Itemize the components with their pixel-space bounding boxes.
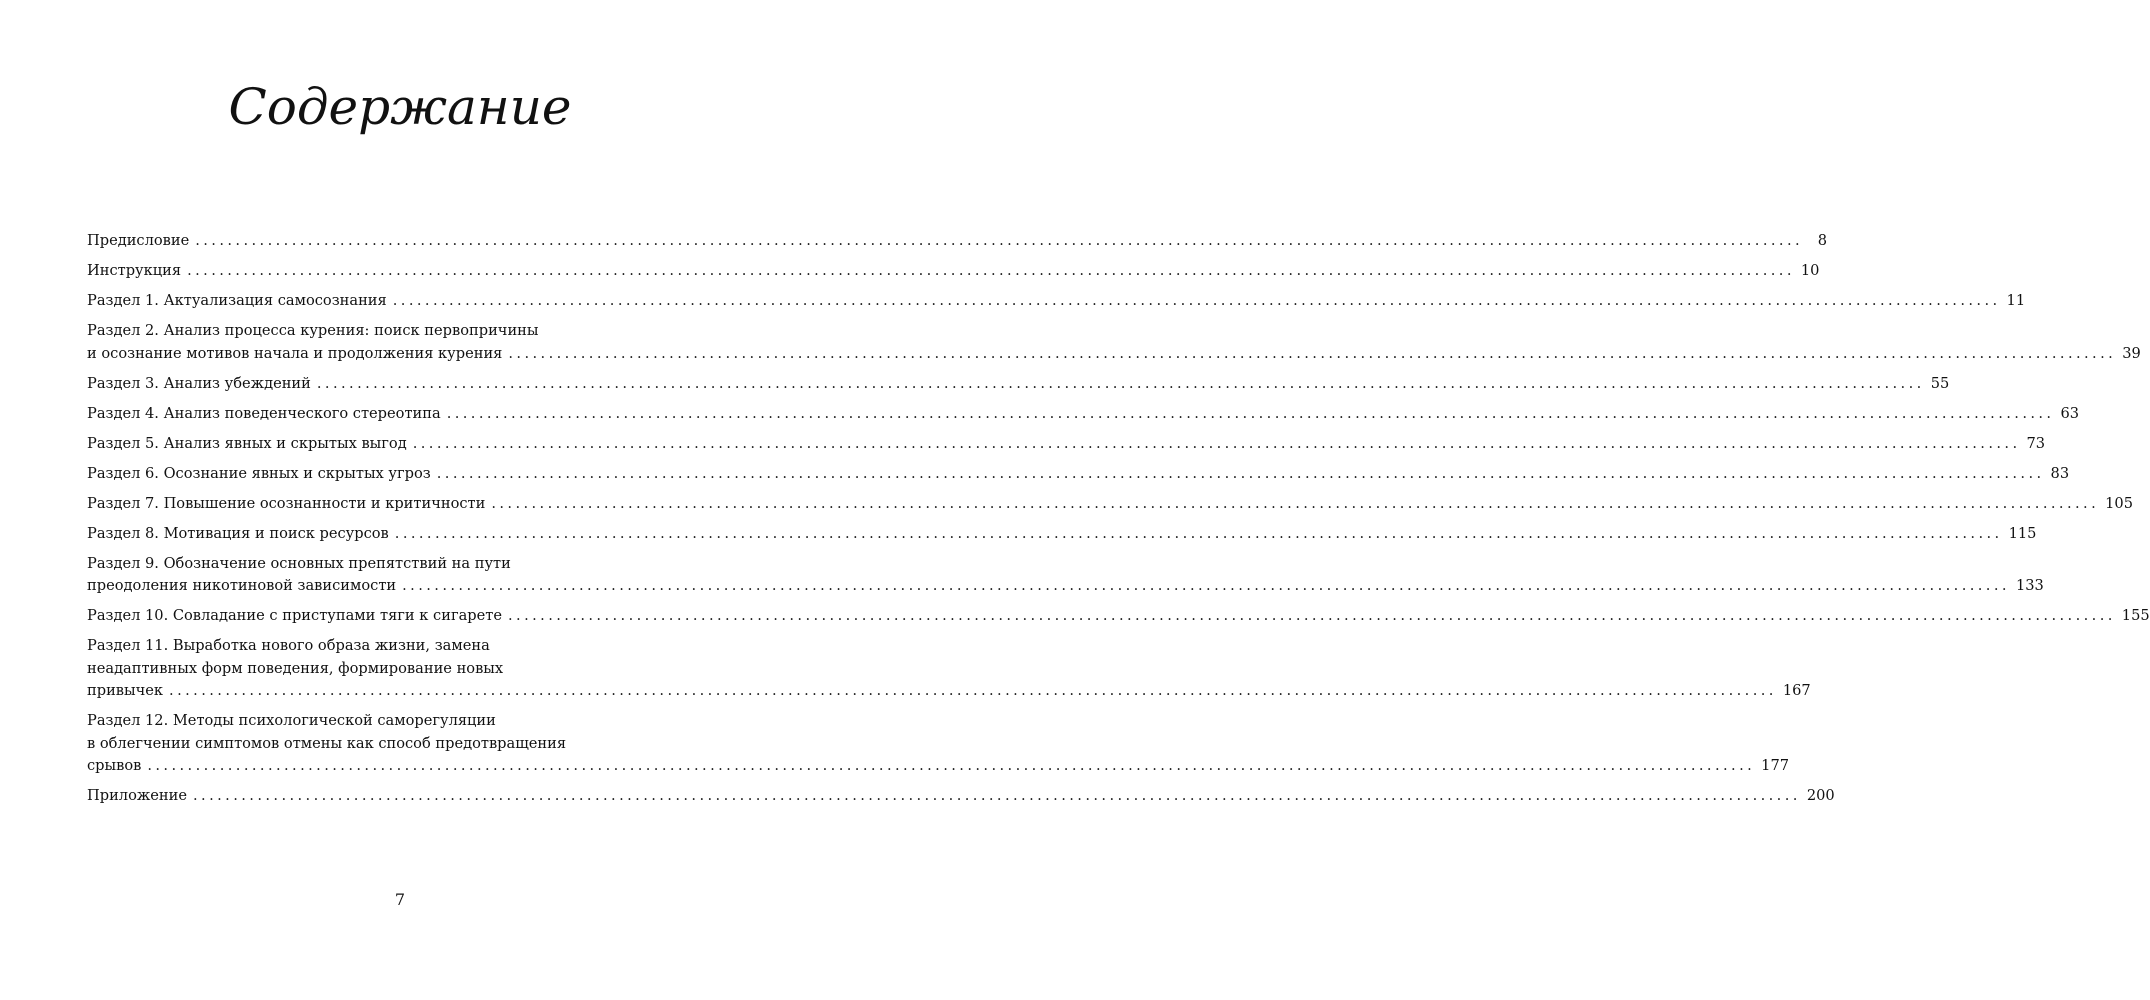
leader-dots: ........................................................................................................................................................................................................ xyxy=(402,577,2010,594)
toc-entry-instruction xyxy=(87,260,1820,283)
toc-entry-section-6 xyxy=(87,463,2070,486)
toc-entry-title: Предисловие xyxy=(87,232,190,249)
toc-entry-page: 177 xyxy=(1761,757,1790,774)
toc-entry-title: Раздел 7. Повышение осознанности и критичности xyxy=(87,494,486,512)
leader-dots: ........................................................................................................................................................................................................ xyxy=(412,434,2021,452)
leader-dots: ........................................................................................................................................................................................................ xyxy=(316,374,1925,392)
toc-entry-page: 8 xyxy=(1817,232,1828,249)
toc-entry-page: 115 xyxy=(2008,524,2037,542)
leader-dots: ........................................................................................................................................................................................................ xyxy=(491,494,2100,512)
toc-entry-page: 10 xyxy=(1800,262,1820,279)
toc-entry-title: Раздел 5. Анализ явных и скрытых выгод xyxy=(87,434,407,452)
toc-entry-section-11 xyxy=(87,635,1811,703)
toc-entry-title: Раздел 6. Осознание явных и скрытых угроз xyxy=(87,464,431,482)
toc-entry-title: Инструкция xyxy=(87,262,182,279)
toc-entry-page: 39 xyxy=(2122,344,2141,362)
toc-entry-section-2 xyxy=(87,320,2141,365)
toc-entry-section-10 xyxy=(87,605,2150,628)
toc-entry-title: преодоления никотиновой зависимости xyxy=(87,577,397,594)
leader-dots: ........................................................................................................................................................................................................ xyxy=(508,607,2116,624)
toc-entry-title-line: в облегчении симптомов отмены как способ предотвращения xyxy=(87,734,567,752)
toc-entry-section-7 xyxy=(87,493,2133,516)
toc-entry-section-9 xyxy=(87,553,2044,598)
toc-entry-section-4 xyxy=(87,403,2080,426)
toc-entry-title: Раздел 10. Совладание с приступами тяги к сигарете xyxy=(87,607,502,624)
toc-entry-title: Раздел 1. Актуализация самосознания xyxy=(87,292,387,309)
leader-dots: ........................................................................................................................................................................................................ xyxy=(446,404,2055,422)
toc-entry-page: 167 xyxy=(1782,682,1811,699)
toc-entry-page: 73 xyxy=(2026,434,2046,452)
toc-entry-page: 200 xyxy=(1806,787,1835,804)
toc-entry-page: 11 xyxy=(2006,292,2026,309)
page-number: 7 xyxy=(394,890,406,909)
toc-entry-section-8 xyxy=(87,523,2037,546)
toc-entry-preface xyxy=(87,230,1828,253)
toc-entry-page: 155 xyxy=(2121,607,2150,624)
toc-entry-section-3 xyxy=(87,373,1950,396)
toc-entry-title: Раздел 4. Анализ поведенческого стереотипа xyxy=(87,404,441,422)
leader-dots: ........................................................................................................................................................................................................ xyxy=(394,524,2003,542)
leader-dots: ........................................................................................................................................................................................................ xyxy=(195,232,1804,249)
toc-entry-title-line: Раздел 2. Анализ процесса курения: поиск первопричины xyxy=(87,322,539,339)
page-title: Содержание xyxy=(228,78,572,136)
leader-dots: ........................................................................................................................................................................................................ xyxy=(187,262,1795,279)
toc-entry-page: 63 xyxy=(2060,404,2080,422)
toc-entry-appendix xyxy=(87,785,1835,808)
toc-entry-title: и осознание мотивов начала и продолжения курения xyxy=(87,344,503,362)
toc-entry-page: 133 xyxy=(2015,577,2044,594)
toc-entry-page: 105 xyxy=(2105,494,2133,512)
leader-dots: ........................................................................................................................................................................................................ xyxy=(392,292,2001,309)
toc-entry-title: Приложение xyxy=(87,787,188,804)
toc-entry-title: привычек xyxy=(87,682,164,699)
toc-entry-title: Раздел 3. Анализ убеждений xyxy=(87,374,311,392)
toc-entry-title-line: неадаптивных форм поведения, формирование новых xyxy=(87,659,504,677)
toc-entry-section-12 xyxy=(87,710,1790,778)
toc-entry-title-line: Раздел 9. Обозначение основных препятствий на пути xyxy=(87,554,511,572)
toc-entry-title: Раздел 8. Мотивация и поиск ресурсов xyxy=(87,524,389,542)
table-of-contents xyxy=(87,230,2150,808)
toc-entry-title-line: Раздел 12. Методы психологической саморегуляции xyxy=(87,712,496,729)
toc-entry-page: 83 xyxy=(2050,464,2070,482)
leader-dots: ........................................................................................................................................................................................................ xyxy=(169,682,1777,699)
leader-dots: ........................................................................................................................................................................................................ xyxy=(508,344,2117,362)
leader-dots: ........................................................................................................................................................................................................ xyxy=(436,464,2045,482)
toc-entry-page: 55 xyxy=(1930,374,1950,392)
toc-entry-title: срывов xyxy=(87,757,142,774)
toc-entry-section-5 xyxy=(87,433,2046,456)
leader-dots: ........................................................................................................................................................................................................ xyxy=(193,787,1801,804)
toc-entry-title-line: Раздел 11. Выработка нового образа жизни, замена xyxy=(87,637,490,654)
toc-entry-section-1 xyxy=(87,290,2026,313)
leader-dots: ........................................................................................................................................................................................................ xyxy=(147,757,1756,774)
